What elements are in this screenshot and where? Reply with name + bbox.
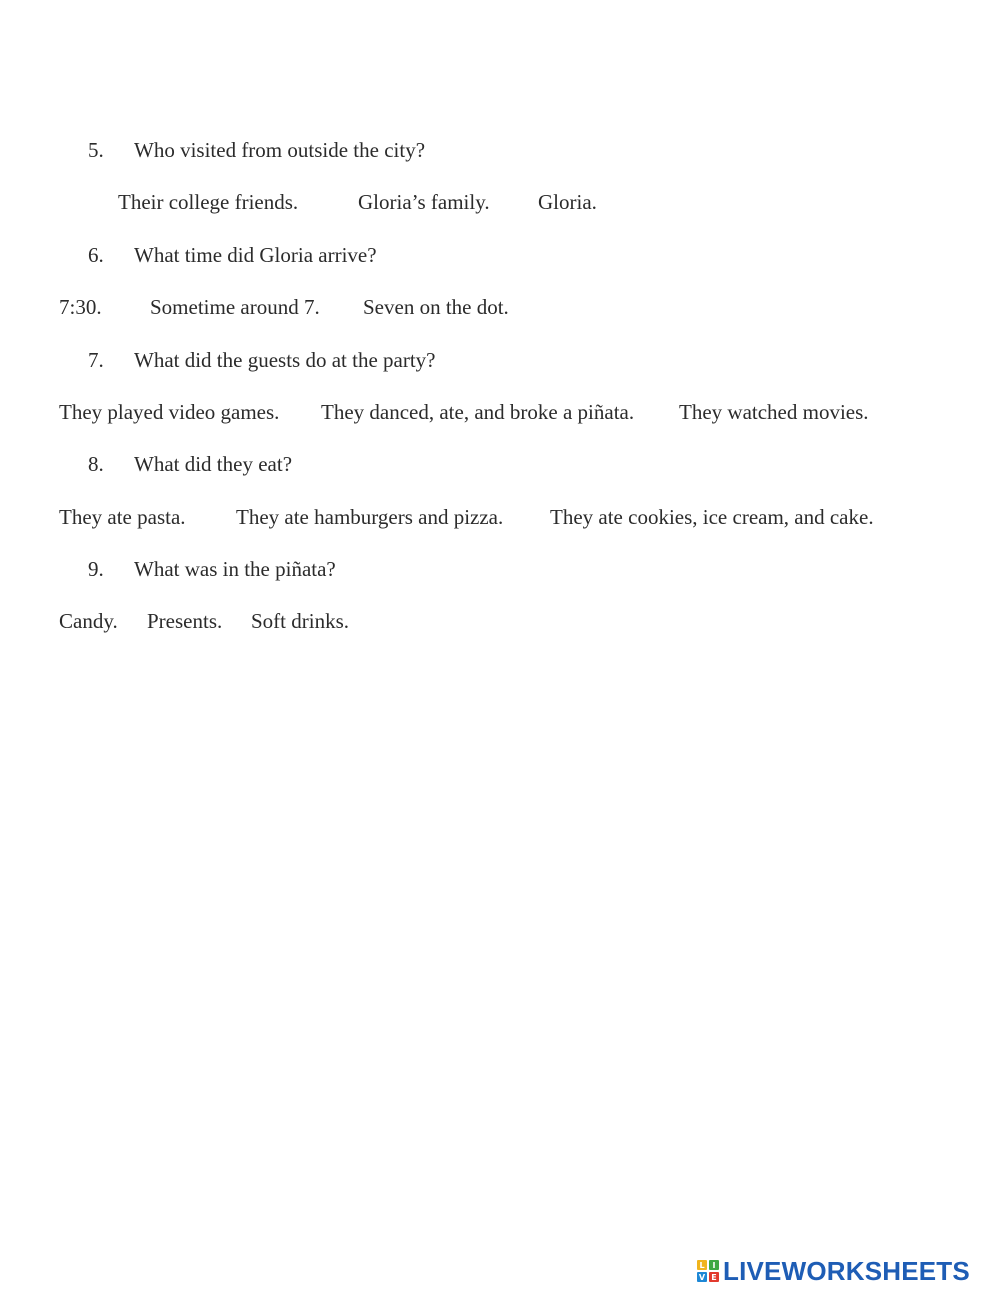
answer-option[interactable]: Their college friends.: [118, 190, 299, 214]
question-text: Who visited from outside the city?: [134, 138, 426, 162]
answer-option[interactable]: 7:30.: [59, 295, 102, 319]
answer-option[interactable]: Gloria’s family.: [358, 190, 490, 214]
answer-option[interactable]: They played video games.: [59, 400, 280, 424]
answer-option[interactable]: Seven on the dot.: [363, 295, 509, 319]
question-number: 7.: [88, 348, 104, 372]
answer-option[interactable]: They ate pasta.: [59, 505, 186, 529]
answer-option[interactable]: Soft drinks.: [251, 609, 350, 633]
question-text: What was in the piñata?: [134, 557, 336, 581]
question-number: 6.: [88, 243, 104, 267]
answer-option[interactable]: Gloria.: [538, 190, 597, 214]
answer-option[interactable]: They ate cookies, ice cream, and cake.: [550, 505, 874, 529]
answer-option[interactable]: Presents.: [147, 609, 223, 633]
question-text: What time did Gloria arrive?: [134, 243, 377, 267]
answer-option[interactable]: Sometime around 7.: [150, 295, 320, 319]
logo-block-e: E: [709, 1272, 719, 1282]
logo-block-l: L: [697, 1260, 707, 1270]
answer-option[interactable]: Candy.: [59, 609, 118, 633]
logo-block-v: V: [698, 1272, 706, 1282]
liveworksheets-logo: [697, 1257, 970, 1285]
answer-option[interactable]: They danced, ate, and broke a piñata.: [321, 400, 635, 424]
question-number: 8.: [88, 452, 104, 476]
question-number: 5.: [88, 138, 104, 162]
logo-blocks-icon: [697, 1260, 719, 1282]
answer-option[interactable]: They watched movies.: [679, 400, 869, 424]
question-text: What did they eat?: [134, 452, 293, 476]
logo-block-i: I: [709, 1260, 719, 1270]
logo-text: LIVEWORKSHEETS: [723, 1256, 970, 1286]
answer-option[interactable]: They ate hamburgers and pizza.: [236, 505, 504, 529]
question-text: What did the guests do at the party?: [134, 348, 436, 372]
question-number: 9.: [88, 557, 104, 581]
